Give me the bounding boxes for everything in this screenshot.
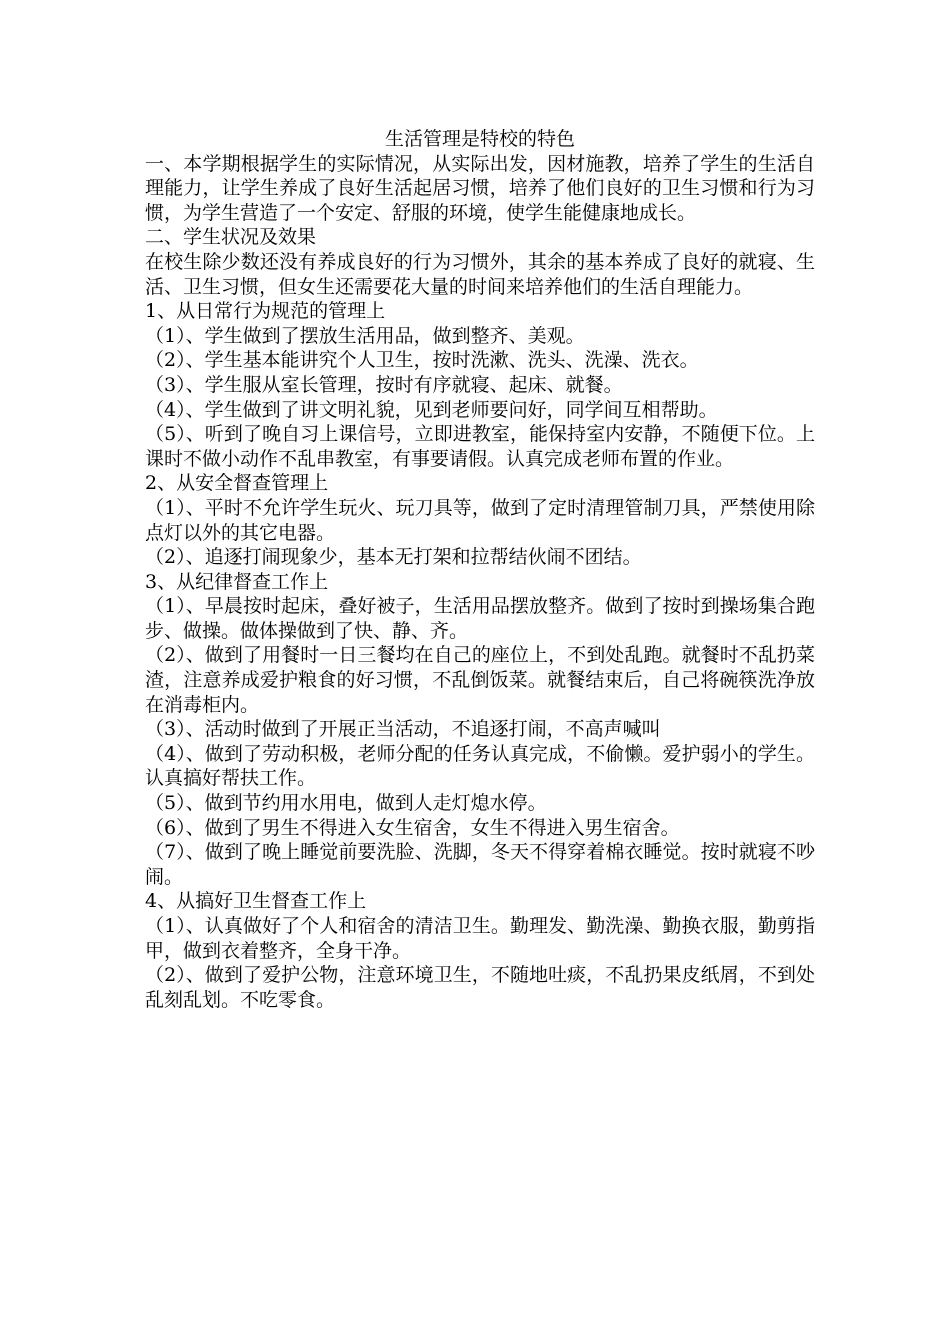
list-item: （2）、做到了用餐时一日三餐均在自己的座位上，不到处乱跑。就餐时不乱扔菜渣，注意养成爱护粮食的好习惯，不乱倒饭菜。就餐结束后，自己将碗筷洗净放在消毒柜内。 [145,644,815,716]
list-item: （1）、早晨按时起床，叠好被子，生活用品摆放整齐。做到了按时到操场集合跑步、做操。做体操做到了快、静、齐。 [145,595,815,642]
list-item: （4）、学生做到了讲文明礼貌，见到老师要问好，同学间互相帮助。 [145,398,718,421]
paragraph-intro: 一、本学期根据学生的实际情况，从实际出发，因材施教，培养了学生的生活自理能力，让学生养成了良好生活起居习惯，培养了他们良好的卫生习惯和行为习惯，为学生营造了一个安定、舒服的环境，使学生能健康地成长。 [145,152,815,224]
list-item: （5）、做到节约用水用电，做到人走灯熄水停。 [145,792,547,815]
section-heading-status: 二、学生状况及效果 [145,226,317,249]
list-item: （1）、平时不允许学生玩火、玩刀具等，做到了定时清理管制刀具，严禁使用除点灯以外的其它电器。 [145,496,815,544]
list-item: （5）、听到了晚自习上课信号，立即进教室，能保持室内安静，不随便下位。上课时不做小动作不乱串教室，有事要请假。认真完成老师布置的作业。 [145,423,815,470]
subsection-heading-discipline: 3、从纪律督查工作上 [145,570,329,593]
list-item: （6）、做到了男生不得进入女生宿舍，女生不得进入男生宿舍。 [145,816,680,839]
subsection-heading-safety: 2、从安全督查管理上 [145,472,329,495]
list-item: （2）、追逐打闹现象少，基本无打架和拉帮结伙闹不团结。 [145,546,642,569]
paragraph-status: 在校生除少数还没有养成良好的行为习惯外，其余的基本养成了良好的就寝、生活、卫生习惯，但女生还需要花大量的时间来培养他们的生活自理能力。 [145,250,815,298]
list-item: （2）、学生基本能讲究个人卫生，按时洗漱、洗头、洗澡、洗衣。 [145,349,699,372]
list-item: （4）、做到了劳动积极，老师分配的任务认真完成，不偷懒。爱护弱小的学生。认真搞好帮扶工作。 [145,742,815,790]
list-item: （3）、学生服从室长管理，按时有序就寝、起床、就餐。 [145,373,623,396]
list-item: （7）、做到了晚上睡觉前要洗脸、洗脚，冬天不得穿着棉衣睡觉。按时就寝不吵闹。 [145,841,815,888]
list-item: （1）、认真做好了个人和宿舍的清洁卫生。勤理发、勤洗澡、勤换衣服，勤剪指甲，做到衣着整齐，全身干净。 [145,915,815,962]
subsection-heading-hygiene: 4、从搞好卫生督查工作上 [145,890,367,913]
subsection-heading-behavior: 1、从日常行为规范的管理上 [145,300,386,323]
list-item: （3）、活动时做到了开展正当活动，不追逐打闹，不高声喊叫 [145,718,661,741]
list-item: （2）、做到了爱护公物，注意环境卫生，不随地吐痰，不乱扔果皮纸屑，不到处乱刻乱划。不吃零食。 [145,964,815,1011]
document-page [145,127,815,1012]
document-title: 生活管理是特校的特色 [384,128,575,150]
list-item: （1）、学生做到了摆放生活用品，做到整齐、美观。 [145,324,585,347]
